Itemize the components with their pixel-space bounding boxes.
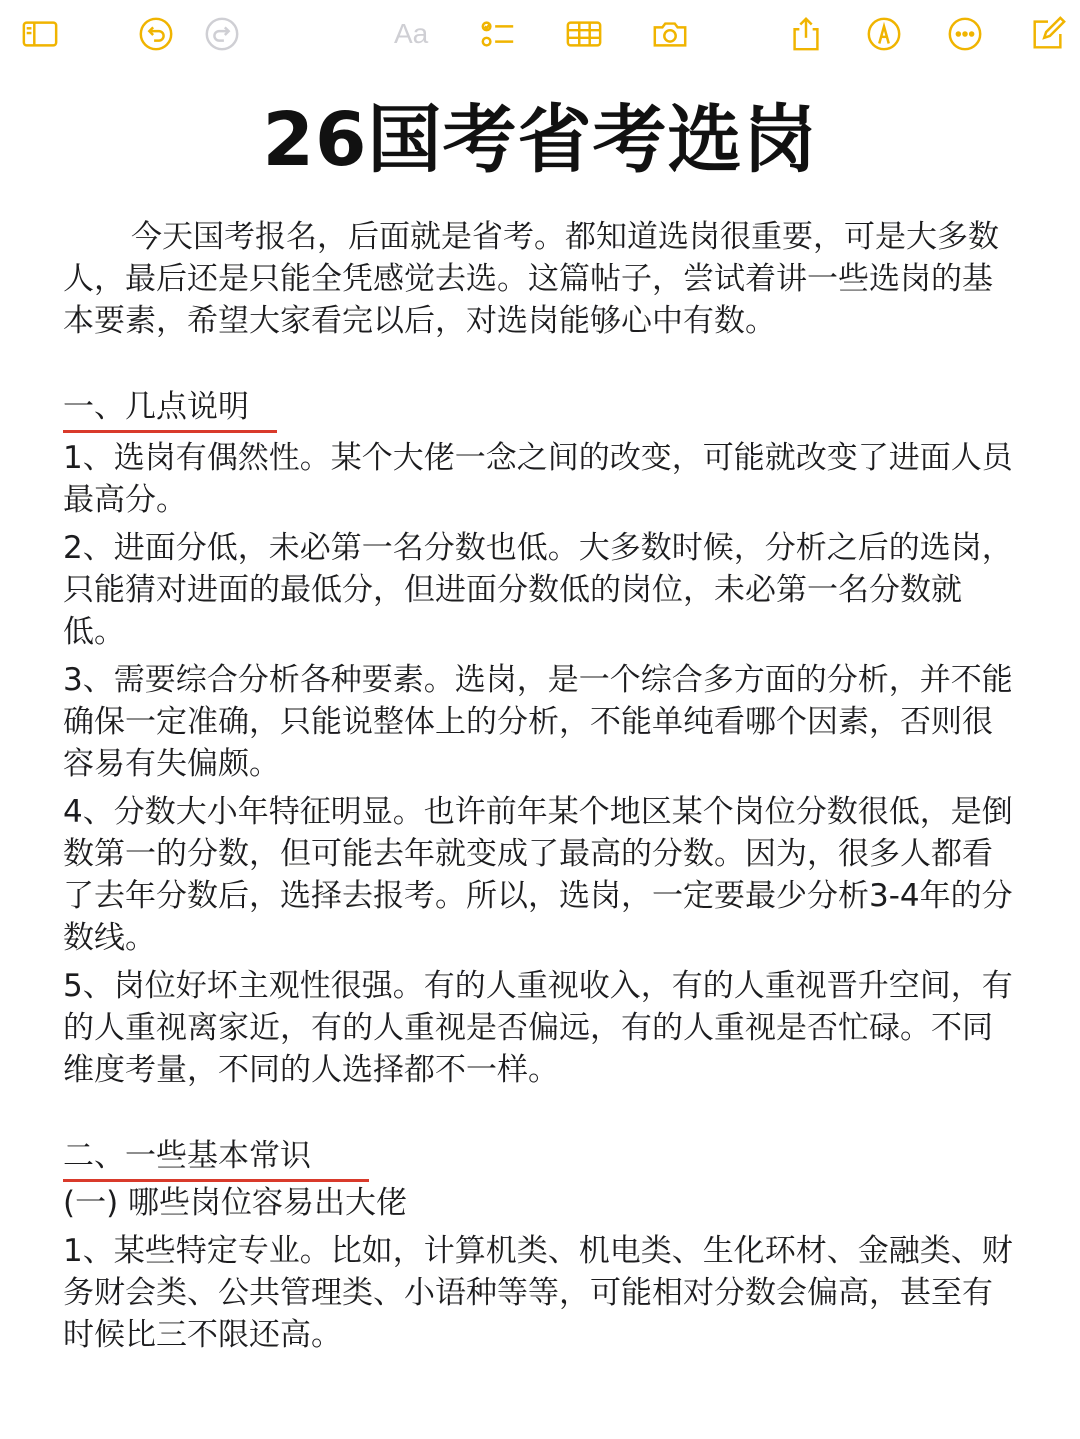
markup-pen-icon[interactable] bbox=[864, 14, 904, 54]
more-icon[interactable] bbox=[945, 14, 985, 54]
list-item: 3、需要综合分析各种要素。选岗，是一个综合多方面的分析，并不能确保一定准确，只能说整体上的分析，不能单纯看哪个因素，否则很容易有失偏颇。 bbox=[63, 662, 1013, 782]
toolbar bbox=[0, 0, 1080, 68]
undo-icon[interactable] bbox=[136, 14, 176, 54]
section-heading-2: 二、一些基本常识 bbox=[63, 1135, 369, 1182]
sub-heading: (一) 哪些岗位容易出大佬 bbox=[63, 1185, 408, 1221]
note-title[interactable]: 26国考省考选岗 bbox=[262, 97, 818, 183]
note-body[interactable] bbox=[63, 216, 1023, 1356]
camera-icon[interactable] bbox=[650, 14, 690, 54]
redo-icon[interactable] bbox=[202, 14, 242, 54]
list-item: 5、岗位好坏主观性很强。有的人重视收入，有的人重视晋升空间，有的人重视离家近，有的人重视是否偏远，有的人重视是否忙碌。不同维度考量，不同的人选择都不一样。 bbox=[63, 968, 1013, 1088]
table-icon[interactable] bbox=[564, 14, 604, 54]
list-item: 1、选岗有偶然性。某个大佬一念之间的改变，可能就改变了进面人员最高分。 bbox=[63, 440, 1013, 518]
list-item: 4、分数大小年特征明显。也许前年某个地区某个岗位分数很低，是倒数第一的分数，但可能去年就变成了最高的分数。因为，很多人都看了去年分数后，选择去报考。所以，选岗，一定要最少分析3-4年的分数线。 bbox=[63, 794, 1013, 956]
list-item: 1、某些特定专业。比如，计算机类、机电类、生化环材、金融类、财务财会类、公共管理类、小语种等等，可能相对分数会偏高，甚至有时候比三不限还高。 bbox=[63, 1233, 1013, 1353]
checklist-icon[interactable] bbox=[478, 14, 518, 54]
sidebar-icon[interactable] bbox=[20, 14, 60, 54]
section-heading-1: 一、几点说明 bbox=[63, 386, 277, 433]
list-item: 2、进面分低，未必第一名分数也低。大多数时候，分析之后的选岗，只能猜对进面的最低分，但进面分数低的岗位，未必第一名分数就低。 bbox=[63, 530, 1013, 650]
share-icon[interactable] bbox=[786, 14, 826, 54]
compose-icon[interactable] bbox=[1028, 14, 1068, 54]
text-format-button[interactable]: Aa bbox=[394, 18, 429, 49]
intro-paragraph: 今天国考报名，后面就是省考。都知道选岗很重要，可是大多数人，最后还是只能全凭感觉去选。这篇帖子，尝试着讲一些选岗的基本要素，希望大家看完以后，对选岗能够心中有数。 bbox=[63, 219, 999, 339]
